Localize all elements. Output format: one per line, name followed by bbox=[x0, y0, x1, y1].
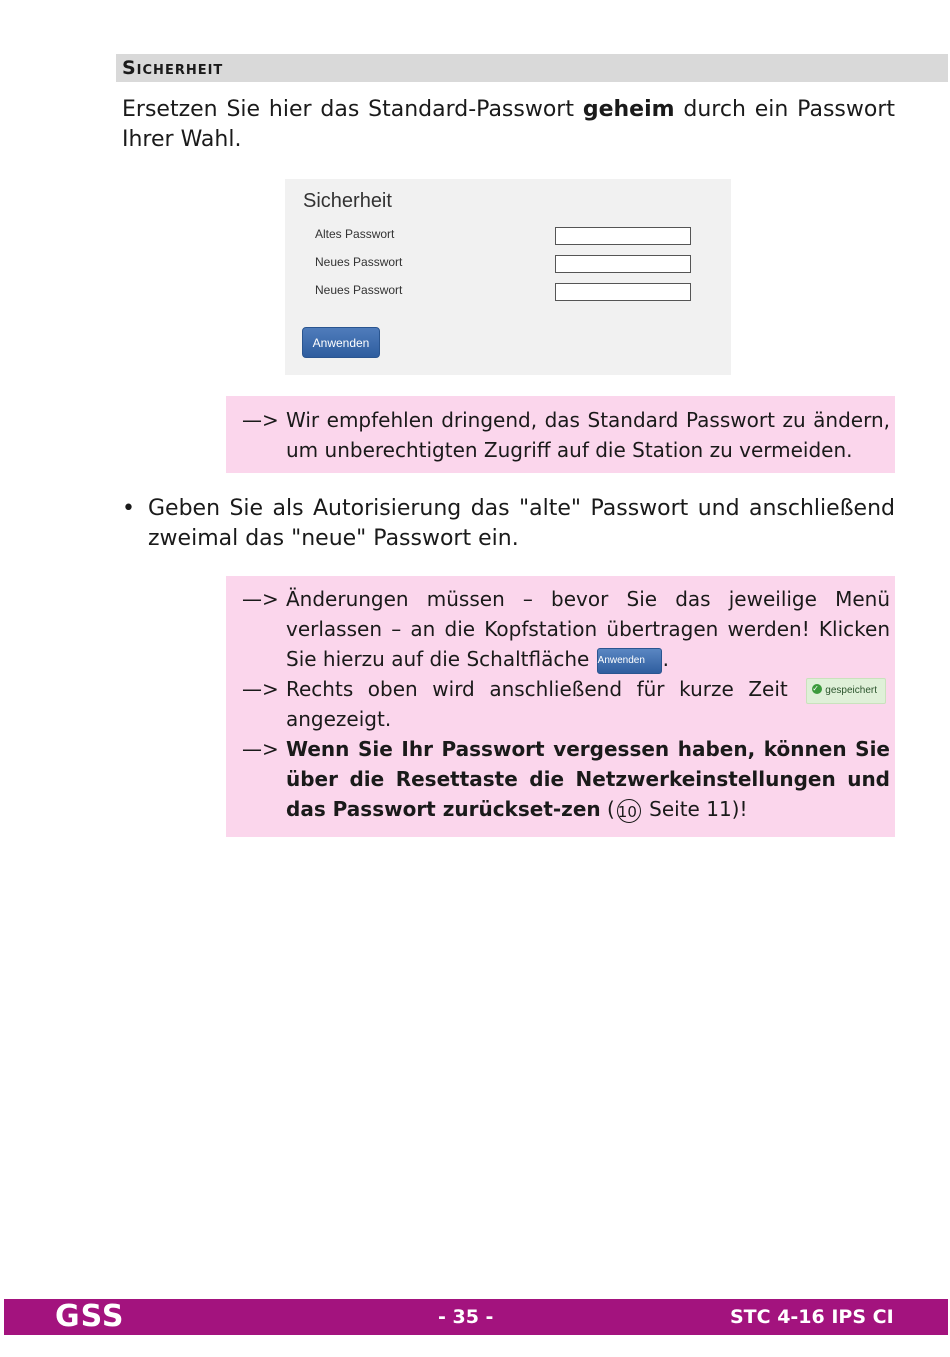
page-footer bbox=[4, 1299, 948, 1335]
section-header-bar bbox=[116, 54, 948, 82]
note-text: Wir empfehlen dringend, das Standard Passwort zu ändern, um unberechtigten Zugriff auf die Station zu vermeiden. bbox=[286, 408, 890, 462]
bullet-symbol: • bbox=[122, 496, 135, 521]
old-password-input[interactable] bbox=[555, 227, 691, 245]
intro-text-before: Ersetzen Sie hier das Standard-Passwort bbox=[122, 97, 583, 122]
model-name: STC 4-16 IPS CI bbox=[730, 1306, 894, 1328]
arrow-marker: —> bbox=[242, 587, 279, 611]
instructions-note bbox=[226, 576, 895, 837]
note-text bbox=[286, 674, 890, 734]
inline-apply-button: Anwenden bbox=[597, 648, 662, 674]
arrow-marker: —> bbox=[242, 737, 279, 761]
reset-ref-open: ( bbox=[600, 797, 615, 821]
brand-logo: GSS bbox=[55, 1299, 125, 1334]
check-icon: ✓ bbox=[812, 684, 822, 694]
page-number: - 35 - bbox=[438, 1306, 494, 1328]
new-password-label: Neues Passwort bbox=[315, 255, 403, 269]
saved-text-after: angezeigt. bbox=[286, 707, 392, 731]
bullet-text: Geben Sie als Autorisierung das "alte" Passwort und anschließend zweimal das "neue" Passwort ein. bbox=[148, 496, 895, 551]
arrow-marker: —> bbox=[242, 408, 279, 432]
saved-badge bbox=[806, 678, 886, 704]
note-text bbox=[286, 734, 890, 824]
panel-title: Sicherheit bbox=[303, 190, 392, 212]
confirm-password-label: Neues Passwort bbox=[315, 283, 403, 297]
security-settings-panel bbox=[285, 179, 731, 375]
confirm-password-input[interactable] bbox=[555, 283, 691, 301]
saved-badge-label: gespeichert bbox=[825, 684, 877, 696]
default-password-word: geheim bbox=[582, 97, 675, 122]
apply-instruction-text: Änderungen müssen – bevor Sie das jeweilige Menü verlassen – an die Kopfstation übertragen werden! Klicken Sie hierzu auf die Schaltfläche bbox=[286, 587, 890, 671]
recommendation-note bbox=[226, 396, 895, 473]
new-password-input[interactable] bbox=[555, 255, 691, 273]
arrow-marker: —> bbox=[242, 677, 279, 701]
reset-key-number: 10 bbox=[617, 799, 641, 823]
saved-text-before: Rechts oben wird anschließend für kurze Zeit bbox=[286, 677, 803, 701]
intro-text-after: durch ein Passwort Ihrer Wahl. bbox=[122, 97, 895, 152]
apply-button[interactable]: Anwenden bbox=[302, 327, 380, 358]
note-text bbox=[286, 584, 890, 674]
section-title: Sicherheit bbox=[122, 57, 224, 79]
intro-paragraph bbox=[122, 95, 895, 155]
reset-warning-text: Wenn Sie Ihr Passwort vergessen haben, können Sie über die Resettaste die Netzwerkeinstellungen und das Passwort zurückset-zen bbox=[286, 737, 890, 821]
apply-instruction-end: . bbox=[662, 647, 670, 671]
old-password-label: Altes Passwort bbox=[315, 227, 395, 241]
reset-ref-page: Seite 11)! bbox=[642, 797, 748, 821]
